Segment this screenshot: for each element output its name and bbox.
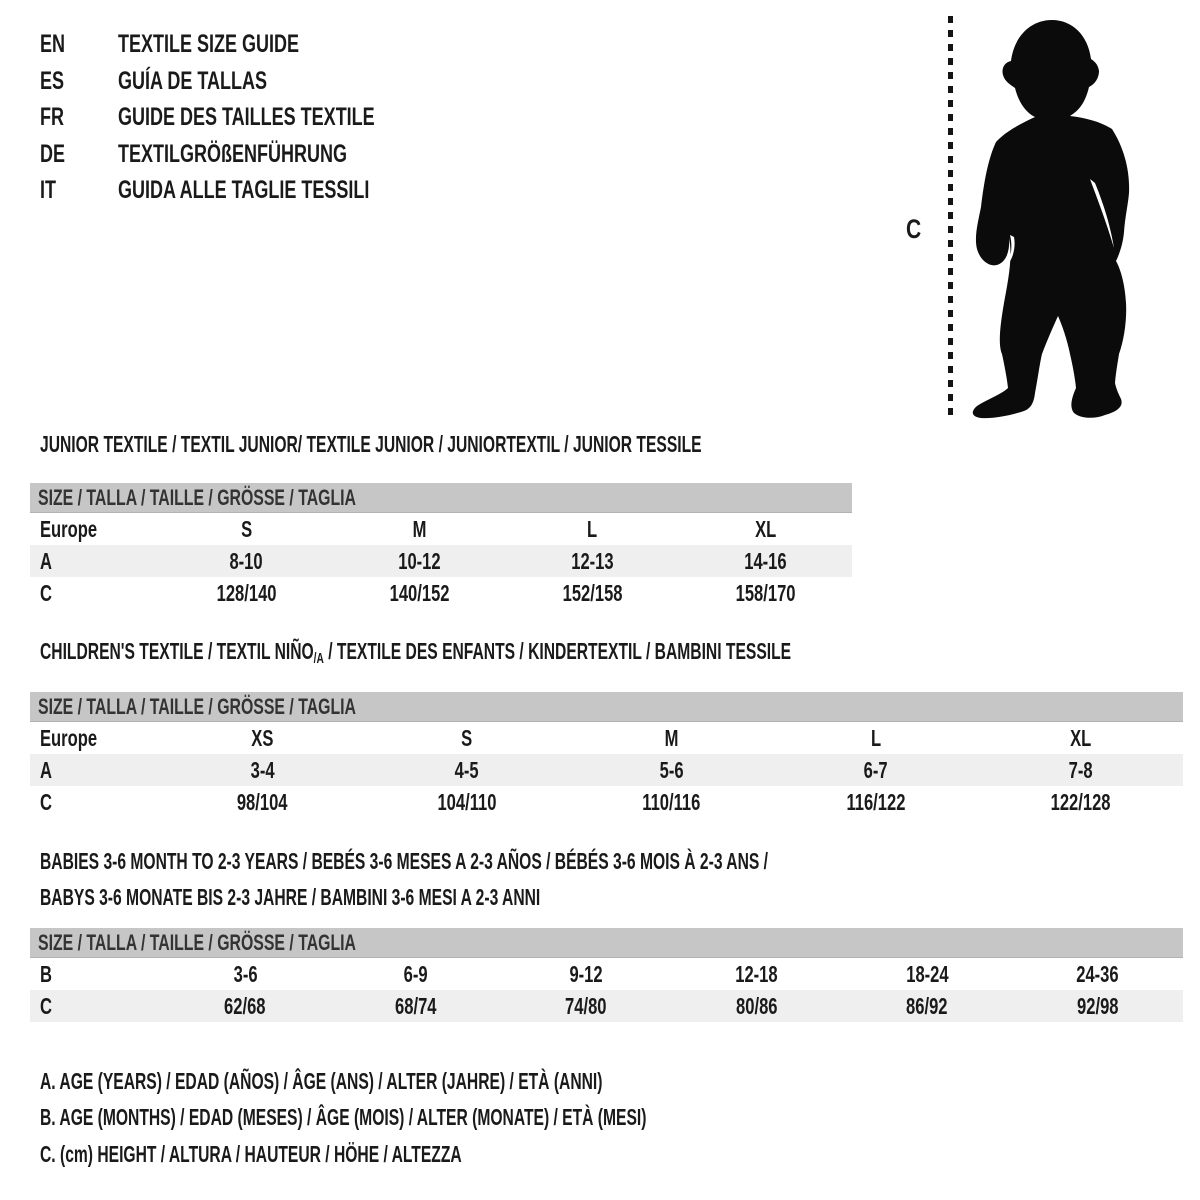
table-header-bar (30, 928, 1183, 958)
size-cell: 80/86 (736, 993, 778, 1019)
size-cell: 62/68 (224, 993, 266, 1019)
language-row (40, 177, 467, 204)
size-cell: 92/98 (1077, 993, 1119, 1019)
junior-size-table (30, 483, 852, 609)
size-column-header: XL (754, 516, 777, 542)
size-cell: 122/128 (1050, 789, 1111, 815)
language-code: EN (40, 30, 66, 58)
size-cell: 18-24 (906, 961, 949, 987)
language-code: FR (40, 103, 64, 131)
size-cell: 158/170 (735, 580, 796, 606)
table-header-bar (30, 692, 1183, 722)
size-cell: 4-5 (454, 757, 479, 783)
table-row (30, 577, 852, 609)
size-cell: 3-4 (250, 757, 275, 783)
size-cell: 74/80 (565, 993, 607, 1019)
size-cell: 8-10 (229, 548, 264, 574)
size-column-header: XS (251, 725, 274, 751)
language-title: TEXTILGRÖßENFÜHRUNG (118, 140, 347, 168)
language-row (40, 104, 475, 131)
language-row (40, 68, 325, 95)
babies-section-title-line2: BABYS 3-6 MONATE BIS 2-3 JAHRE / BAMBINI 3-6 MESI A 2-3 ANNI (40, 884, 541, 910)
row-label: C (40, 789, 52, 815)
children-size-table (30, 692, 1183, 818)
table-row (30, 786, 1183, 818)
size-cell: 6-7 (864, 757, 889, 783)
size-header-label: SIZE / TALLA / TAILLE / GRÖSSE / TAGLIA (38, 930, 356, 955)
table-row (30, 513, 852, 545)
row-label: C (40, 993, 52, 1019)
size-cell: 14-16 (744, 548, 787, 574)
size-column-header: XL (1070, 725, 1092, 751)
language-row (40, 141, 436, 168)
size-cell: 12-18 (735, 961, 778, 987)
children-title-pre: CHILDREN'S TEXTILE / TEXTIL NIÑO (40, 638, 314, 664)
language-title: GUIDA ALLE TAGLIE TESSILI (118, 176, 370, 204)
size-cell: 12-13 (571, 548, 614, 574)
size-column-header: M (664, 725, 679, 751)
legend-line-c: C. (cm) HEIGHT / ALTURA / HAUTEUR / HÖHE / ALTEZZA (40, 1141, 462, 1167)
row-label: Europe (40, 516, 98, 542)
size-cell: 128/140 (216, 580, 277, 606)
size-cell: 24-36 (1076, 961, 1119, 987)
language-code: ES (40, 67, 65, 95)
size-cell: 110/116 (642, 789, 701, 815)
language-code: IT (40, 176, 56, 204)
size-header-label: SIZE / TALLA / TAILLE / GRÖSSE / TAGLIA (38, 694, 356, 719)
row-label: Europe (40, 725, 98, 751)
children-title-post: / TEXTILE DES ENFANTS / KINDERTEXTIL / BAMBINI TESSILE (323, 638, 792, 664)
size-cell: 152/158 (562, 580, 623, 606)
size-cell: 98/104 (236, 789, 288, 815)
row-label: A (40, 757, 52, 783)
size-column-header: M (412, 516, 427, 542)
size-cell: 3-6 (233, 961, 258, 987)
children-section-title (40, 638, 791, 672)
legend-line-a: A. AGE (YEARS) / EDAD (AÑOS) / ÂGE (ANS) / ALTER (JAHRE) / ETÀ (ANNI) (40, 1068, 603, 1094)
size-cell: 86/92 (906, 993, 948, 1019)
language-title: GUIDE DES TAILLES TEXTILE (118, 103, 375, 131)
language-title: GUÍA DE TALLAS (118, 67, 267, 95)
table-row (30, 990, 1183, 1022)
table-row (30, 754, 1183, 786)
language-row (40, 31, 369, 58)
row-label: B (40, 961, 52, 987)
size-column-header: L (587, 516, 598, 542)
babies-size-table (30, 928, 1183, 1022)
size-cell: 5-6 (659, 757, 684, 783)
size-header-label: SIZE / TALLA / TAILLE / GRÖSSE / TAGLIA (38, 485, 356, 510)
size-cell: 6-9 (403, 961, 428, 987)
size-cell: 116/122 (846, 789, 906, 815)
size-cell: 104/110 (437, 789, 497, 815)
size-cell: 7-8 (1068, 757, 1093, 783)
size-cell: 68/74 (395, 993, 437, 1019)
table-row (30, 545, 852, 577)
table-header-bar (30, 483, 852, 513)
table-row (30, 722, 1183, 754)
size-cell: 9-12 (569, 961, 603, 987)
row-label: A (40, 548, 52, 574)
size-column-header: S (461, 725, 473, 751)
babies-section-title-line1: BABIES 3-6 MONTH TO 2-3 YEARS / BEBÉS 3-6 MESES A 2-3 AÑOS / BÉBÉS 3-6 MOIS À 2-3 ANS / (40, 848, 769, 874)
height-line-label: C (906, 214, 922, 244)
language-title: TEXTILE SIZE GUIDE (118, 30, 300, 58)
size-column-header: S (240, 516, 253, 542)
table-row (30, 958, 1183, 990)
legend-line-b: B. AGE (MONTHS) / EDAD (MESES) / ÂGE (MOIS) / ALTER (MONATE) / ETÀ (MESI) (40, 1104, 647, 1130)
size-cell: 140/152 (389, 580, 450, 606)
junior-section-title: JUNIOR TEXTILE / TEXTIL JUNIOR/ TEXTILE JUNIOR / JUNIORTEXTIL / JUNIOR TESSILE (40, 431, 702, 457)
size-cell: 10-12 (398, 548, 441, 574)
row-label: C (40, 580, 52, 606)
toddler-silhouette (963, 16, 1140, 420)
size-column-header: L (871, 725, 882, 751)
language-code: DE (40, 140, 66, 168)
height-dashed-line (948, 16, 953, 419)
children-title-sub: /A (313, 650, 324, 667)
